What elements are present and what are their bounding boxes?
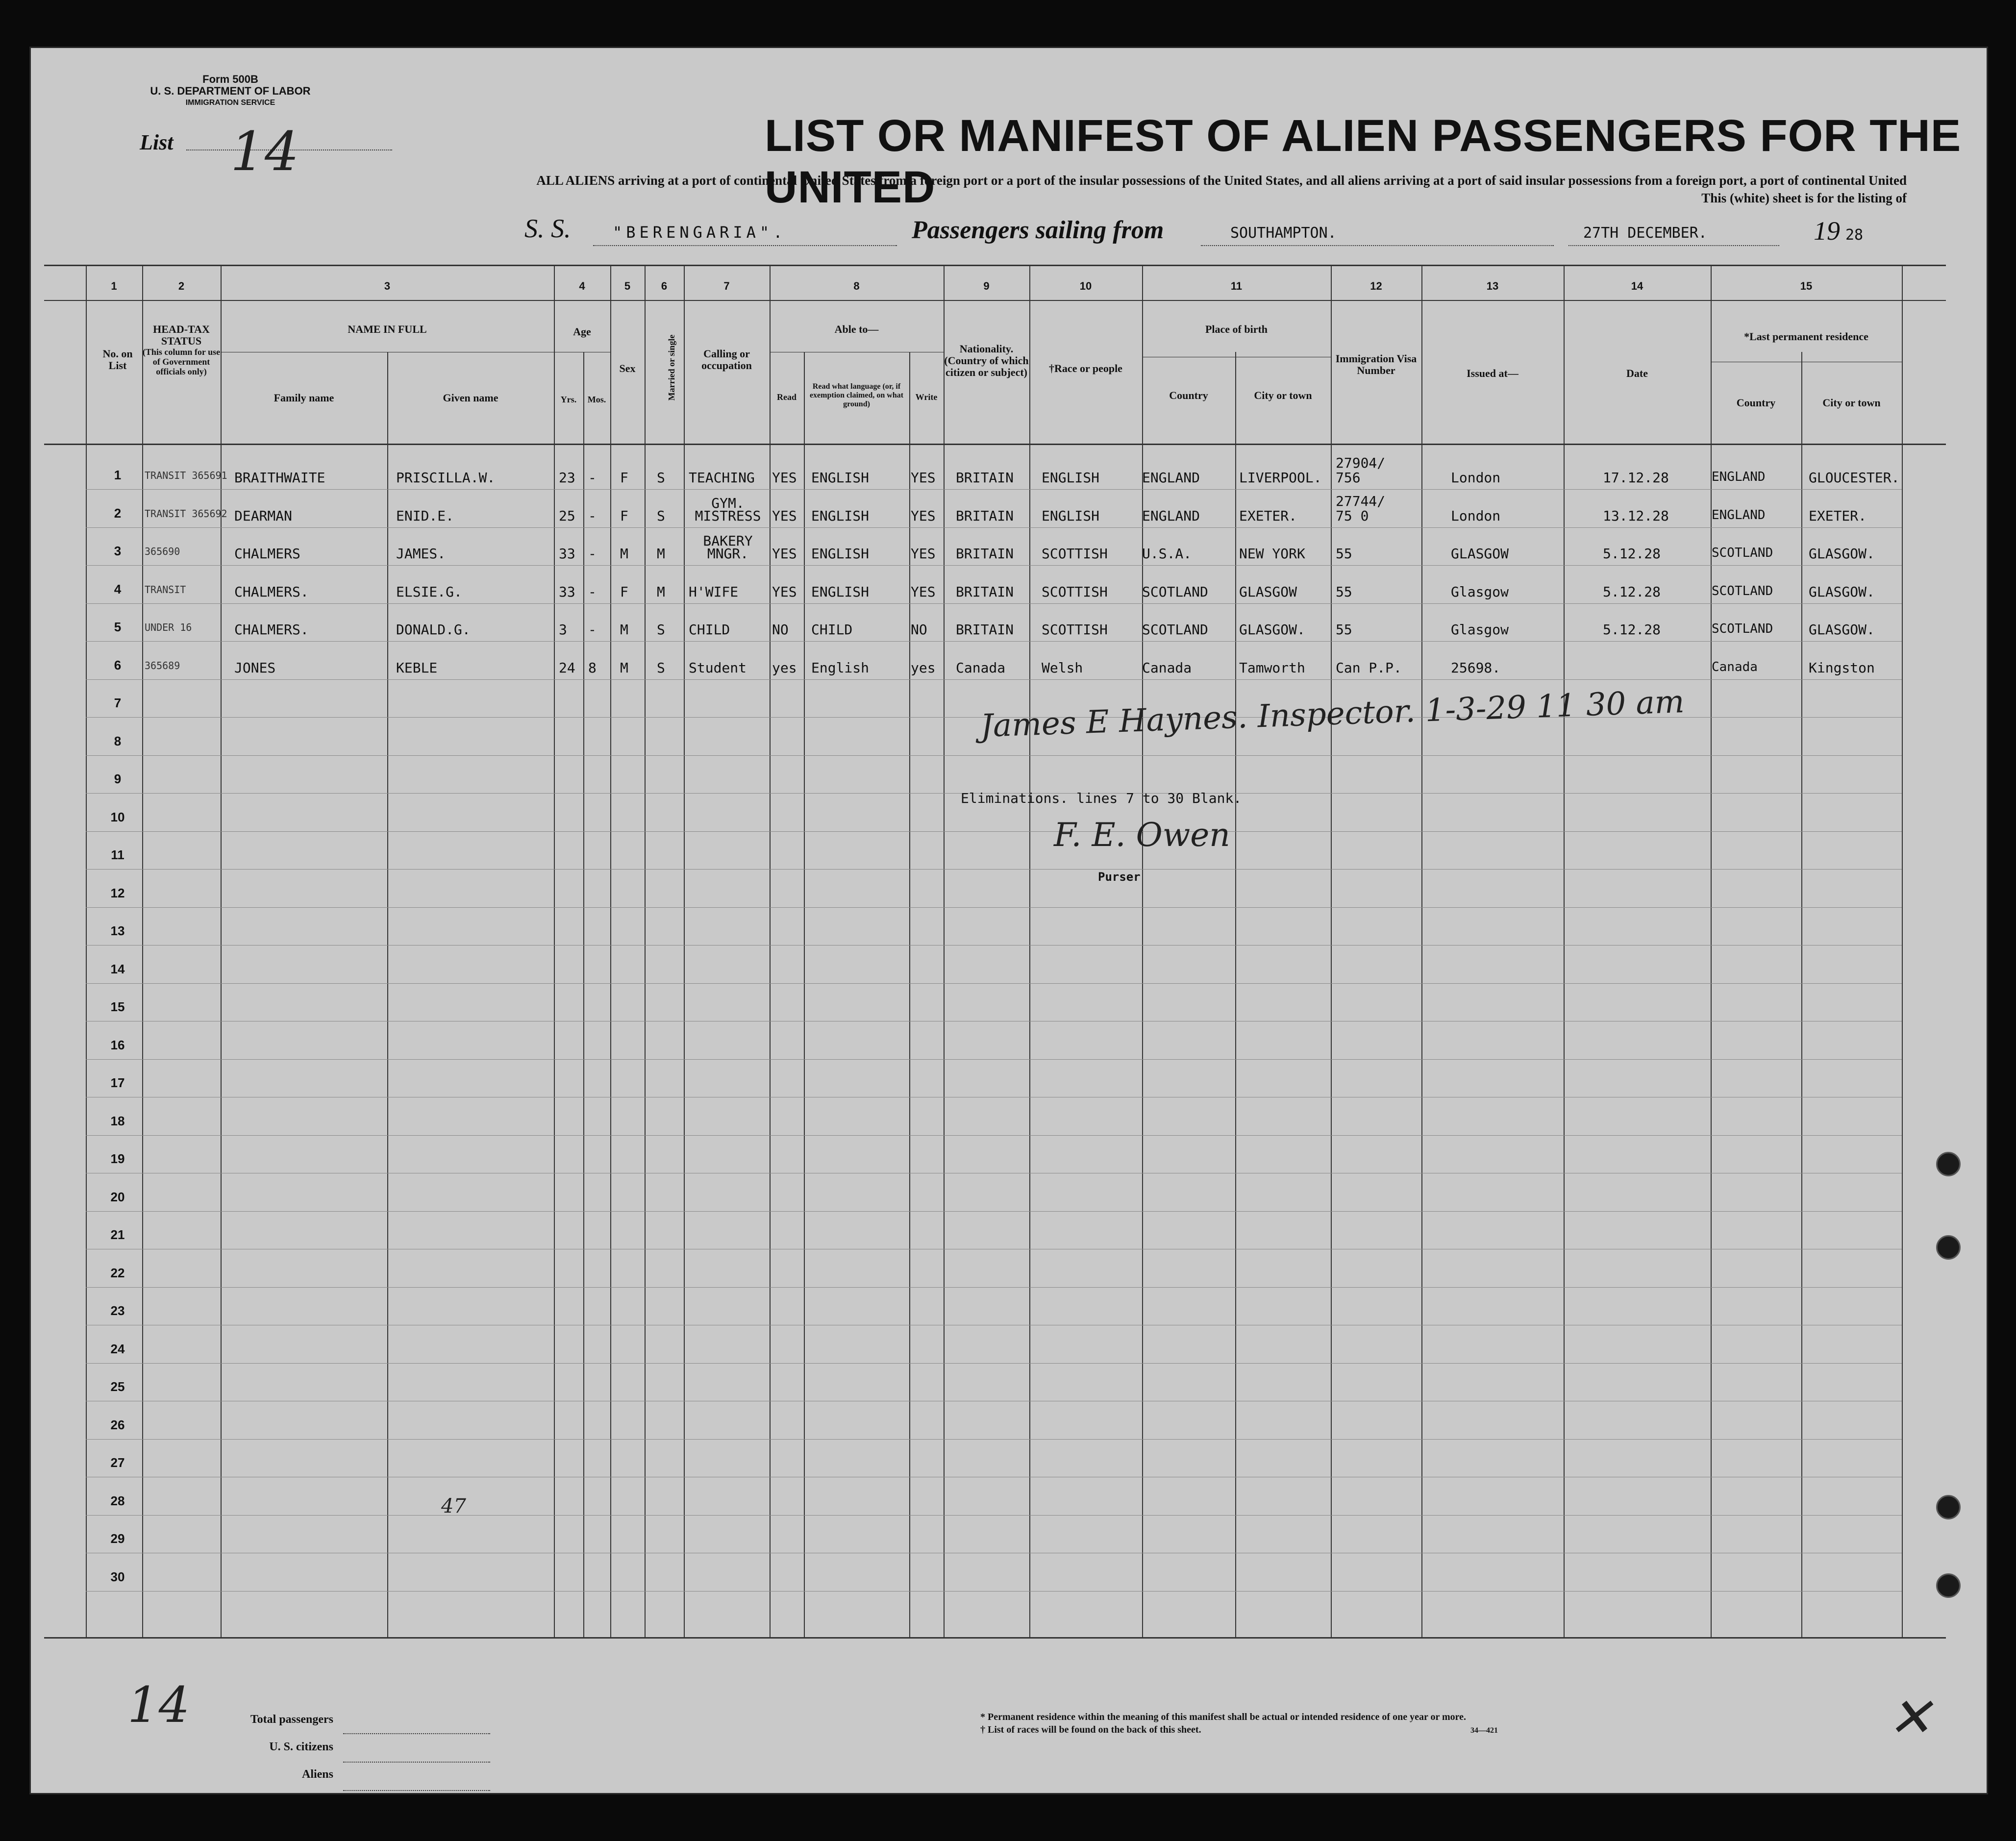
race-cell: ENGLISH (1042, 507, 1100, 524)
eliminations-note: Eliminations. lines 7 to 30 Blank. (961, 790, 1242, 806)
visa-cell: 55 (1336, 622, 1352, 638)
row-number: 1 (114, 468, 122, 482)
footer-notes (980, 1711, 1466, 1736)
read-cell: NO (772, 622, 789, 638)
row-number: 16 (110, 1037, 125, 1052)
date-cell: 5.12.28 (1603, 546, 1661, 562)
column-number: 15 (1800, 280, 1813, 292)
instruction-line-1: ALL ALIENS arriving at a port of continental United States from a foreign port or a port of the insular possessions of the United States, and all aliens arriving at a port of said insular possessions from a foreign port, a port of continental United (536, 173, 1907, 188)
language-cell: ENGLISH (811, 546, 870, 562)
write-cell: YES (911, 583, 936, 600)
row-rule (86, 1287, 1902, 1288)
race-cell: SCOTTISH (1042, 583, 1108, 600)
birth-country-cell: Canada (1142, 659, 1192, 676)
row-rule (86, 831, 1902, 832)
age-months-cell: - (588, 583, 597, 600)
occupation-cell: GYM. MISTRESS (695, 495, 761, 524)
head-tax-cell: TRANSIT 365692 (145, 507, 227, 520)
instruction-text (417, 172, 1907, 207)
hdr-place-of-birth: Place of birth (1205, 323, 1268, 335)
row-number: 29 (110, 1531, 125, 1546)
hdr-race: †Race or people (1049, 362, 1122, 374)
birth-country-cell: ENGLAND (1142, 507, 1200, 524)
hdr-married: Married or single (667, 334, 676, 401)
inspector-annotation: James E Haynes. Inspector. 1-3-29 11 30 am (980, 683, 1685, 745)
year-prefix: 19 (1814, 216, 1840, 246)
family-name-cell: CHALMERS. (234, 622, 309, 638)
row-number: 11 (111, 847, 124, 862)
age-months-cell: - (588, 622, 597, 638)
row-number: 2 (114, 505, 122, 521)
column-number: 11 (1230, 280, 1243, 292)
row-number: 4 (114, 581, 122, 597)
us-citizens-label: U. S. citizens (269, 1741, 333, 1753)
column-number: 7 (723, 280, 730, 292)
sex-cell: F (620, 470, 628, 486)
occupation-cell: Student (689, 659, 747, 676)
row-rule (86, 1135, 1902, 1136)
race-cell: SCOTTISH (1042, 622, 1108, 638)
res-country-cell: SCOTLAND (1712, 583, 1773, 598)
hdr-visa: Immigration Visa Number (1335, 352, 1417, 376)
marital-cell: S (657, 507, 665, 524)
race-cell: SCOTTISH (1042, 546, 1108, 562)
race-cell: ENGLISH (1042, 470, 1100, 486)
service: IMMIGRATION SERVICE (185, 99, 275, 107)
row-number: 28 (110, 1493, 125, 1508)
row-number: 19 (110, 1151, 125, 1166)
row-rule (86, 1363, 1902, 1364)
port-underline (1201, 245, 1554, 246)
row-number: 12 (110, 885, 125, 900)
marital-cell: M (657, 583, 665, 600)
column-line (1029, 265, 1030, 1637)
hdr-family-name: Family name (274, 392, 334, 404)
given-name-cell: KEBLE (396, 659, 438, 676)
date-cell: 5.12.28 (1603, 583, 1661, 600)
row-rule (86, 527, 1902, 528)
row-number: 14 (110, 961, 125, 976)
sex-cell: M (620, 546, 628, 562)
row-number: 24 (110, 1341, 125, 1356)
row-number: 3 (114, 544, 122, 558)
hdr-sex: Sex (619, 362, 636, 374)
marital-cell: S (657, 659, 665, 676)
write-cell: NO (911, 622, 927, 638)
column-line (583, 352, 584, 1637)
header-bottom-rule (44, 444, 1946, 445)
column-line (387, 352, 388, 1637)
hdr-calling: Calling or occupation (701, 348, 752, 372)
birth-city-cell: GLASGOW (1239, 583, 1297, 600)
sex-cell: M (620, 622, 628, 638)
date-cell: 13.12.28 (1603, 507, 1669, 524)
row-rule (86, 869, 1902, 870)
column-line (1564, 265, 1565, 1637)
hdr-given-name: Given name (443, 392, 498, 404)
read-cell: YES (772, 507, 797, 524)
ship-name: "BERENGARIA". (613, 223, 787, 242)
res-city-cell: GLASGOW. (1809, 546, 1875, 562)
manifest-title: LIST OR MANIFEST OF ALIEN PASSENGERS FOR THE UNITED (765, 111, 1962, 212)
res-country-cell: Canada (1712, 659, 1758, 674)
column-line (554, 265, 555, 1637)
birth-country-cell: SCOTLAND (1142, 583, 1208, 600)
given-name-cell: ENID.E. (396, 507, 454, 524)
family-name-cell: JONES (234, 659, 276, 676)
column-line (1421, 265, 1422, 1637)
occupation-cell: BAKERY MNGR. (703, 533, 753, 562)
given-name-cell: PRISCILLA.W. (396, 470, 496, 486)
column-line (944, 265, 945, 1637)
read-cell: YES (772, 546, 797, 562)
family-name-cell: DEARMAN (234, 507, 293, 524)
head-tax-cell: TRANSIT 365691 (145, 470, 227, 481)
column-number: 2 (178, 280, 185, 292)
column-line (645, 265, 646, 1637)
age-years-cell: 33 (559, 583, 575, 600)
hdr-yrs: Yrs. (560, 395, 577, 404)
row-number: 6 (114, 657, 122, 672)
age-years-cell: 24 (559, 659, 575, 676)
age-months-cell: - (588, 507, 597, 524)
nationality-cell: BRITAIN (956, 546, 1014, 562)
row-number: 10 (110, 809, 125, 824)
sex-cell: M (620, 659, 628, 676)
hdr-mos: Mos. (587, 395, 606, 404)
family-name-cell: CHALMERS. (234, 583, 309, 600)
res-country-cell: SCOTLAND (1712, 546, 1773, 560)
issued-at-cell: Glasgow (1451, 583, 1509, 600)
footer-note-residence: * Permanent residence within the meaning of this manifest shall be actual or intended residence of one year or more. (980, 1712, 1467, 1722)
table-top-rule (44, 265, 1946, 266)
birth-city-cell: Tamworth (1239, 659, 1305, 676)
department: U. S. DEPARTMENT OF LABOR (150, 85, 311, 97)
row-rule (86, 641, 1902, 642)
column-line (770, 265, 771, 1637)
row-number: 25 (110, 1379, 125, 1394)
form-number: Form 500B (202, 73, 258, 85)
hdr-head-tax-note: (This column for use of Government officials only) (142, 347, 221, 376)
res-country-cell: ENGLAND (1712, 470, 1766, 484)
note-47: 47 (441, 1495, 466, 1518)
hdr-issued-at: Issued at— (1467, 367, 1518, 379)
family-name-cell: BRAITHWAITE (234, 470, 325, 486)
res-city-cell: GLASGOW. (1809, 622, 1875, 638)
column-line (1801, 352, 1802, 1637)
row-number: 15 (110, 999, 125, 1014)
head-tax-cell: UNDER 16 (145, 622, 192, 633)
footer-totals (235, 1706, 333, 1788)
hdr-head-tax (142, 323, 221, 376)
punch-hole (1936, 1235, 1961, 1260)
age-months-cell: - (588, 470, 597, 486)
row-rule (86, 1211, 1902, 1212)
column-line (610, 265, 611, 1637)
date-underline (1568, 245, 1779, 246)
row-number: 23 (110, 1303, 125, 1318)
birth-city-cell: EXETER. (1239, 507, 1297, 524)
manifest-sheet (29, 47, 1988, 1794)
row-rule (86, 679, 1902, 680)
column-number: 6 (661, 280, 668, 292)
column-line (684, 265, 685, 1637)
row-number: 20 (110, 1189, 125, 1204)
ship-prefix: S. S. (524, 214, 571, 243)
head-tax-cell: TRANSIT (145, 583, 186, 596)
res-country-cell: SCOTLAND (1712, 622, 1773, 636)
column-line (86, 265, 87, 1637)
language-cell: ENGLISH (811, 583, 870, 600)
hdr-read: Read (777, 392, 796, 402)
given-name-cell: ELSIE.G. (396, 583, 462, 600)
sex-cell: F (620, 583, 628, 600)
column-number: 10 (1079, 280, 1092, 292)
read-cell: yes (772, 659, 797, 676)
visa-cell: 55 (1336, 546, 1352, 562)
row-number: 13 (110, 923, 125, 938)
birth-country-cell: U.S.A. (1142, 546, 1192, 562)
punch-hole (1936, 1152, 1961, 1176)
row-rule (86, 1439, 1902, 1440)
sex-cell: F (620, 507, 628, 524)
occupation-cell: CHILD (689, 622, 730, 638)
row-number: 26 (110, 1417, 125, 1432)
marital-cell: S (657, 622, 665, 638)
nationality-cell: BRITAIN (956, 622, 1014, 638)
footer-code: 34—421 (1470, 1726, 1498, 1735)
total-passengers-label: Total passengers (250, 1713, 333, 1726)
birth-country-cell: ENGLAND (1142, 470, 1200, 486)
head-tax-cell: 365690 (145, 546, 180, 557)
hdr-birth-city: City or town (1254, 389, 1312, 401)
corner-x-mark: ✕ (1887, 1686, 1933, 1749)
hdr-last-residence: *Last permanent residence (1744, 330, 1868, 343)
row-rule (86, 603, 1902, 604)
nationality-cell: BRITAIN (956, 507, 1014, 524)
footer-dotted-lines (343, 1706, 490, 1791)
column-line (1235, 352, 1236, 1637)
column-line (909, 352, 910, 1637)
column-number: 12 (1370, 280, 1382, 292)
nationality-cell: BRITAIN (956, 583, 1014, 600)
age-years-cell: 3 (559, 622, 567, 638)
nationality-cell: BRITAIN (956, 470, 1014, 486)
row-rule (86, 565, 1902, 566)
write-cell: YES (911, 470, 936, 486)
column-number: 8 (853, 280, 860, 292)
visa-cell: 55 (1336, 583, 1352, 600)
row-number: 17 (110, 1075, 125, 1090)
marital-cell: M (657, 546, 665, 562)
hdr-write: Write (915, 392, 938, 402)
hdr-age: Age (573, 325, 591, 338)
row-number: 22 (110, 1265, 125, 1280)
punch-hole (1936, 1573, 1961, 1598)
date-cell: 5.12.28 (1603, 622, 1661, 638)
res-city-cell: GLASGOW. (1809, 583, 1875, 600)
purser-signature: F. E. Owen (1054, 816, 1230, 854)
hdr-birth-country: Country (1169, 389, 1208, 401)
year-suffix: 28 (1845, 226, 1864, 244)
given-name-cell: JAMES. (396, 546, 446, 562)
family-name-cell: CHALMERS (234, 546, 300, 562)
table-bottom-rule (44, 1637, 1946, 1639)
write-cell: YES (911, 507, 936, 524)
occupation-cell: H'WIFE (689, 583, 739, 600)
hdr-head-tax-title: HEAD-TAX STATUS (153, 323, 210, 347)
res-city-cell: EXETER. (1809, 507, 1867, 524)
row-number: 5 (114, 620, 122, 634)
language-cell: ENGLISH (811, 470, 870, 486)
column-line (142, 265, 143, 1637)
age-months-cell: - (588, 546, 597, 562)
sailing-label: Passengers sailing from (912, 216, 1164, 244)
visa-cell: 27744/ 75 0 (1336, 493, 1386, 524)
age-years-cell: 23 (559, 470, 575, 486)
nationality-cell: Canada (956, 659, 1006, 676)
hdr-res-city: City or town (1822, 397, 1881, 409)
row-rule (86, 907, 1902, 908)
res-city-cell: Kingston (1809, 659, 1875, 676)
purser-label: Purser (1098, 870, 1141, 884)
column-number: 3 (384, 280, 391, 292)
row-number: 7 (114, 696, 122, 710)
instruction-line-2: This (white) sheet is for the listing of (1701, 191, 1907, 205)
punch-hole (1936, 1495, 1961, 1519)
read-cell: YES (772, 470, 797, 486)
colnum-rule (44, 300, 1946, 301)
hdr-able-to: Able to— (834, 323, 879, 335)
row-number: 9 (114, 771, 122, 786)
sailing-port: SOUTHAMPTON. (1230, 224, 1337, 242)
visa-cell: 27904/ 756 (1336, 455, 1386, 486)
marital-cell: S (657, 470, 665, 486)
write-cell: yes (911, 659, 936, 676)
list-number: 14 (230, 120, 299, 183)
res-city-cell: GLOUCESTER. (1809, 470, 1900, 486)
hdr-res-country: Country (1736, 397, 1776, 409)
write-cell: YES (911, 546, 936, 562)
race-cell: Welsh (1042, 659, 1083, 676)
column-line (1902, 265, 1903, 1637)
row-number: 8 (114, 733, 122, 748)
age-months-cell: 8 (588, 659, 597, 676)
form-header (132, 74, 328, 109)
footer-note-races: † List of races will be found on the back of this sheet. (980, 1724, 1201, 1735)
aliens-label: Aliens (301, 1768, 333, 1781)
column-number: 4 (579, 280, 585, 292)
list-label: List (140, 130, 174, 154)
issued-at-cell: London (1451, 507, 1501, 524)
issued-at-cell: Glasgow (1451, 622, 1509, 638)
issued-at-cell: GLASGOW (1451, 546, 1509, 562)
given-name-cell: DONALD.G. (396, 622, 471, 638)
birth-country-cell: SCOTLAND (1142, 622, 1208, 638)
head-tax-cell: 365689 (145, 659, 180, 672)
ship-line (524, 213, 571, 244)
row-number: 30 (110, 1569, 125, 1584)
sailing-date: 27TH DECEMBER. (1583, 224, 1707, 242)
row-rule (86, 1515, 1902, 1516)
hdr-date: Date (1626, 367, 1648, 379)
row-number: 27 (110, 1455, 125, 1470)
column-number: 1 (111, 280, 117, 292)
column-number: 5 (624, 280, 631, 292)
birth-city-cell: NEW YORK (1239, 546, 1305, 562)
row-rule (86, 489, 1902, 490)
language-cell: English (811, 659, 870, 676)
row-rule (86, 1591, 1902, 1592)
row-number: 21 (110, 1227, 125, 1242)
occupation-cell: TEACHING (689, 470, 755, 486)
age-years-cell: 33 (559, 546, 575, 562)
column-number: 13 (1486, 280, 1499, 292)
ship-underline (593, 245, 897, 246)
issued-at-cell: 25698. (1451, 659, 1501, 676)
hdr-read-lang: Read what language (or, if exemption claimed, on what ground) (809, 382, 904, 408)
issued-at-cell: London (1451, 470, 1501, 486)
corner-number: 14 (127, 1676, 190, 1734)
language-cell: ENGLISH (811, 507, 870, 524)
column-number: 14 (1631, 280, 1643, 292)
age-years-cell: 25 (559, 507, 575, 524)
row-number: 18 (110, 1113, 125, 1128)
read-cell: YES (772, 583, 797, 600)
hdr-nationality: Nationality. (Country of which citizen or subject) (944, 343, 1029, 378)
res-country-cell: ENGLAND (1712, 507, 1766, 522)
column-line (1331, 265, 1332, 1637)
hdr-no-on-list: No. on List (102, 348, 133, 372)
birth-city-cell: GLASGOW. (1239, 622, 1305, 638)
column-line (804, 352, 805, 1637)
language-cell: CHILD (811, 622, 853, 638)
birth-city-cell: LIVERPOOL. (1239, 470, 1322, 486)
hdr-name-in-full: NAME IN FULL (348, 323, 427, 335)
visa-cell: Can P.P. (1336, 659, 1402, 676)
row-rule (86, 755, 1902, 756)
row-rule (86, 983, 1902, 984)
date-cell: 17.12.28 (1603, 470, 1669, 486)
row-rule (86, 1059, 1902, 1060)
column-number: 9 (983, 280, 990, 292)
